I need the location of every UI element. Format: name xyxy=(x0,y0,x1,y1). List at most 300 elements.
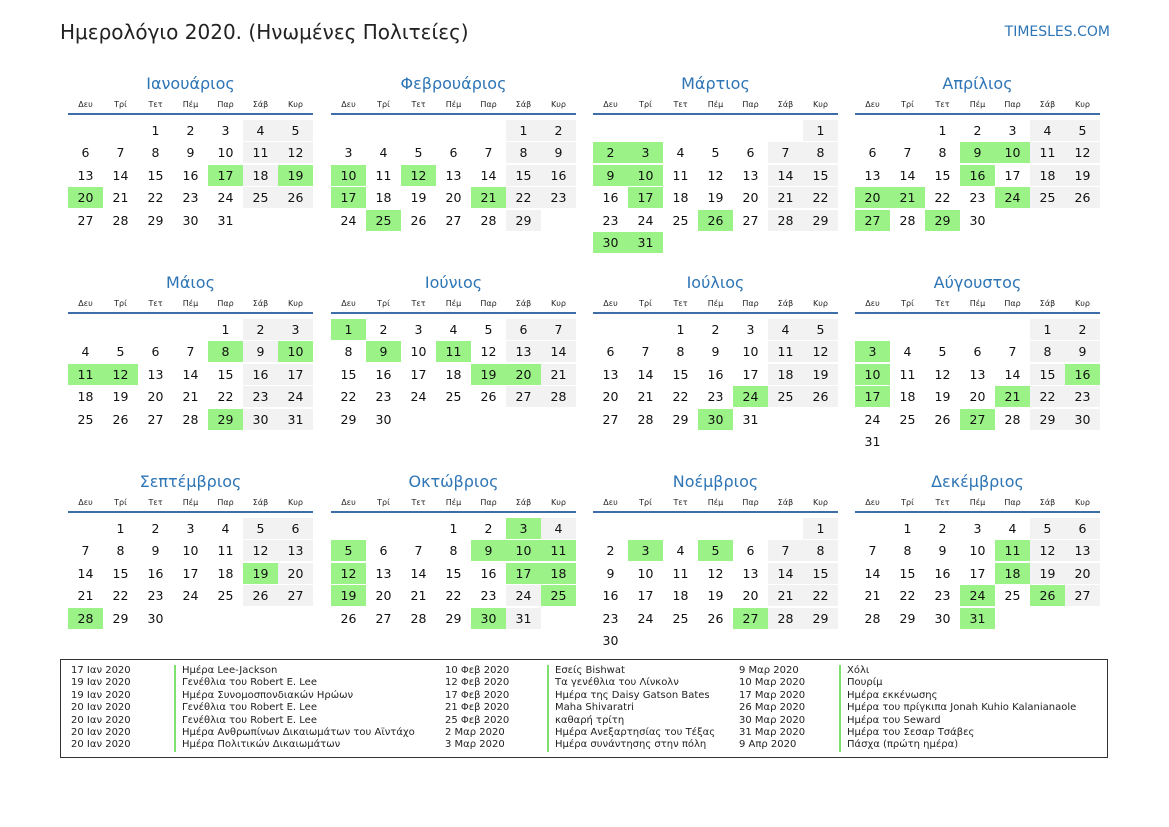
holiday-day-cell: 24 xyxy=(995,187,1030,208)
day-cell: 22 xyxy=(506,187,541,208)
weekday-label: Παρ xyxy=(217,498,234,507)
day-cell: 7 xyxy=(116,145,125,161)
day-cell: 22 xyxy=(803,187,838,208)
day-cell: 5 xyxy=(1065,120,1100,141)
holiday-name: καθαρή τρίτη xyxy=(547,715,624,727)
holiday-name: Πάσχα (πρώτη ημέρα) xyxy=(839,739,958,751)
day-cell: 13 xyxy=(278,540,313,561)
day-cell: 7 xyxy=(868,543,877,559)
weekday-label: Δευ xyxy=(865,498,880,507)
day-cell: 12 xyxy=(480,344,497,360)
day-cell: 20 xyxy=(742,588,759,604)
day-cell: 4 xyxy=(768,319,803,340)
day-cell: 3 xyxy=(344,145,353,161)
day-cell: 30 xyxy=(934,610,951,626)
holiday-list xyxy=(60,659,1108,758)
day-cell: 28 xyxy=(480,212,497,228)
day-cell: 1 xyxy=(506,120,541,141)
day-cell: 16 xyxy=(602,588,619,604)
day-cell: 18 xyxy=(672,190,689,206)
holiday-day-cell: 9 xyxy=(960,142,995,163)
day-cell: 22 xyxy=(803,585,838,606)
weekday-label: Τρί xyxy=(901,299,914,308)
month-name: Αύγουστος xyxy=(933,273,1022,292)
weekday-label: Πέμ xyxy=(445,100,462,109)
weekday-label: Δευ xyxy=(603,299,618,308)
day-cell: 29 xyxy=(803,608,838,629)
weekday-label: Πέμ xyxy=(707,498,724,507)
weekday-label: Παρ xyxy=(1004,299,1021,308)
day-cell: 4 xyxy=(243,120,278,141)
holiday-day-cell: 18 xyxy=(541,563,576,584)
day-cell: 4 xyxy=(676,145,685,161)
day-cell: 23 xyxy=(969,190,986,206)
day-cell: 3 xyxy=(973,521,982,536)
weekday-label: Παρ xyxy=(742,100,759,109)
day-cell: 11 xyxy=(672,565,689,581)
month-divider xyxy=(68,312,313,314)
day-cell: 17 xyxy=(410,366,427,382)
day-cell: 16 xyxy=(480,565,497,581)
weekday-label: Παρ xyxy=(480,299,497,308)
weekday-label: Κυρ xyxy=(551,498,566,507)
day-cell: 1 xyxy=(676,322,685,337)
weekday-label: Πέμ xyxy=(969,100,986,109)
day-cell: 12 xyxy=(707,565,724,581)
day-cell: 28 xyxy=(768,608,803,629)
holiday-day-cell: 31 xyxy=(960,608,995,629)
day-cell: 3 xyxy=(1008,123,1017,138)
day-cell: 22 xyxy=(112,588,129,604)
weekday-label: Κυρ xyxy=(551,299,566,308)
weekday-label: Σάβ xyxy=(1039,498,1056,507)
day-cell: 26 xyxy=(934,411,951,427)
weekday-label: Τρί xyxy=(114,498,127,507)
day-cell: 26 xyxy=(707,610,724,626)
day-cell: 27 xyxy=(77,212,94,228)
weekday-label: Παρ xyxy=(1004,498,1021,507)
day-cell: 28 xyxy=(112,212,129,228)
day-cell: 8 xyxy=(506,142,541,163)
weekday-label: Τετ xyxy=(411,498,426,507)
weekday-label: Δευ xyxy=(865,100,880,109)
day-cell: 20 xyxy=(1065,563,1100,584)
day-cell: 16 xyxy=(707,366,724,382)
day-cell: 4 xyxy=(676,543,685,559)
day-cell: 23 xyxy=(480,588,497,604)
day-cell: 28 xyxy=(182,411,199,427)
day-cell: 21 xyxy=(768,585,803,606)
day-cell: 5 xyxy=(116,344,125,360)
holiday-day-cell: 3 xyxy=(506,518,541,539)
day-cell: 26 xyxy=(410,212,427,228)
day-cell: 2 xyxy=(484,521,493,536)
day-cell: 22 xyxy=(147,190,164,206)
weekday-label: Πέμ xyxy=(445,498,462,507)
day-cell: 23 xyxy=(1065,386,1100,407)
day-cell: 6 xyxy=(606,344,615,360)
holiday-day-cell: 30 xyxy=(471,608,506,629)
day-cell: 24 xyxy=(278,386,313,407)
weekday-label: Δευ xyxy=(341,498,356,507)
holiday-name: Ημέρα Πολιτικών Δικαιωμάτων xyxy=(174,739,340,751)
site-link[interactable]: TIMESLES.COM xyxy=(1004,24,1110,40)
day-cell: 8 xyxy=(344,344,353,360)
holiday-day-cell: 12 xyxy=(103,364,138,385)
holiday-day-cell: 24 xyxy=(733,386,768,407)
weekday-label: Τετ xyxy=(935,100,950,109)
day-cell: 9 xyxy=(606,565,615,581)
weekday-label: Παρ xyxy=(742,299,759,308)
day-cell: 26 xyxy=(480,389,497,405)
holiday-day-cell: 5 xyxy=(331,540,366,561)
day-cell: 26 xyxy=(803,386,838,407)
day-cell: 13 xyxy=(864,167,881,183)
weekday-label: Τρί xyxy=(639,100,652,109)
month-name: Δεκέμβριος xyxy=(931,472,1024,491)
day-cell: 30 xyxy=(602,633,619,648)
day-cell: 9 xyxy=(186,145,195,161)
day-cell: 3 xyxy=(746,322,755,337)
day-cell: 11 xyxy=(243,142,278,163)
weekday-label: Πέμ xyxy=(182,498,199,507)
day-cell: 17 xyxy=(1004,167,1021,183)
weekday-label: Σάβ xyxy=(515,299,532,308)
day-cell: 7 xyxy=(186,344,195,360)
weekday-label: Σάβ xyxy=(252,299,269,308)
day-cell: 9 xyxy=(938,543,947,559)
day-cell: 22 xyxy=(672,389,689,405)
weekday-label: Σάβ xyxy=(777,100,794,109)
day-cell: 27 xyxy=(1065,585,1100,606)
weekday-label: Τρί xyxy=(377,100,390,109)
day-cell: 3 xyxy=(186,521,195,536)
day-cell: 11 xyxy=(672,167,689,183)
day-cell: 23 xyxy=(602,610,619,626)
weekday-label: Σάβ xyxy=(1039,100,1056,109)
day-cell: 1 xyxy=(116,521,125,536)
day-cell: 20 xyxy=(375,588,392,604)
month-name: Φεβρουάριος xyxy=(400,74,507,93)
day-cell: 28 xyxy=(637,411,654,427)
day-cell: 21 xyxy=(410,588,427,604)
holiday-day-cell: 12 xyxy=(401,165,436,186)
holiday-name: Ημέρα της Daisy Gatson Bates xyxy=(547,690,710,702)
day-cell: 30 xyxy=(182,212,199,228)
day-cell: 4 xyxy=(541,518,576,539)
day-cell: 15 xyxy=(506,165,541,186)
weekday-label: Πέμ xyxy=(969,498,986,507)
holiday-day-cell: 30 xyxy=(698,409,733,430)
holiday-name: Ημέρα Ανεξαρτησίας του Τέξας xyxy=(547,727,715,739)
weekday-label: Κυρ xyxy=(813,299,828,308)
holiday-name: Τα γενέθλια του Λίνκολν xyxy=(547,677,679,689)
holiday-date: 17 Ιαν 2020 xyxy=(71,665,131,676)
day-cell: 11 xyxy=(1030,142,1065,163)
month-name: Νοέμβριος xyxy=(672,472,759,491)
day-cell: 12 xyxy=(803,341,838,362)
day-cell: 2 xyxy=(938,521,947,536)
day-cell: 25 xyxy=(217,588,234,604)
day-cell: 22 xyxy=(1030,386,1065,407)
month-name: Ιούλιος xyxy=(686,273,745,292)
day-cell: 20 xyxy=(602,389,619,405)
day-cell: 28 xyxy=(1004,411,1021,427)
day-cell: 10 xyxy=(410,344,427,360)
day-cell: 17 xyxy=(742,366,759,382)
holiday-day-cell: 1 xyxy=(331,319,366,340)
weekday-label: Τετ xyxy=(411,100,426,109)
weekday-label: Σάβ xyxy=(777,498,794,507)
day-cell: 1 xyxy=(903,521,912,536)
day-cell: 14 xyxy=(77,565,94,581)
day-cell: 26 xyxy=(1065,187,1100,208)
holiday-day-cell: 28 xyxy=(68,608,103,629)
day-cell: 13 xyxy=(969,366,986,382)
holiday-day-cell: 26 xyxy=(698,210,733,231)
weekday-label: Πέμ xyxy=(182,299,199,308)
weekday-label: Δευ xyxy=(603,498,618,507)
holiday-day-cell: 29 xyxy=(925,210,960,231)
day-cell: 15 xyxy=(217,366,234,382)
month-name: Μάιος xyxy=(166,273,215,292)
day-cell: 1 xyxy=(449,521,458,536)
day-cell: 29 xyxy=(1030,409,1065,430)
day-cell: 15 xyxy=(445,565,462,581)
day-cell: 21 xyxy=(77,588,94,604)
day-cell: 12 xyxy=(278,142,313,163)
weekday-label: Πέμ xyxy=(182,100,199,109)
day-cell: 11 xyxy=(217,543,234,559)
day-cell: 30 xyxy=(147,610,164,626)
day-cell: 14 xyxy=(182,366,199,382)
day-cell: 28 xyxy=(410,610,427,626)
holiday-day-cell: 9 xyxy=(471,540,506,561)
day-cell: 17 xyxy=(969,565,986,581)
month-name: Ιανουάριος xyxy=(146,74,235,93)
day-cell: 7 xyxy=(903,145,912,161)
day-cell: 18 xyxy=(445,366,462,382)
month-divider xyxy=(331,113,576,115)
day-cell: 19 xyxy=(112,389,129,405)
holiday-day-cell: 27 xyxy=(855,210,890,231)
holiday-date: 19 Ιαν 2020 xyxy=(71,677,131,689)
day-cell: 24 xyxy=(864,411,881,427)
day-cell: 11 xyxy=(899,366,916,382)
day-cell: 28 xyxy=(768,210,803,231)
day-cell: 16 xyxy=(541,165,576,186)
day-cell: 31 xyxy=(506,608,541,629)
day-cell: 19 xyxy=(1065,165,1100,186)
day-cell: 9 xyxy=(711,344,720,360)
holiday-date: 12 Φεβ 2020 xyxy=(445,677,510,689)
day-cell: 8 xyxy=(803,142,838,163)
weekday-label: Τετ xyxy=(935,299,950,308)
day-cell: 5 xyxy=(803,319,838,340)
day-cell: 15 xyxy=(112,565,129,581)
day-cell: 18 xyxy=(375,190,392,206)
day-cell: 21 xyxy=(864,588,881,604)
month-divider xyxy=(593,113,838,115)
day-cell: 14 xyxy=(899,167,916,183)
weekday-label: Σάβ xyxy=(515,100,532,109)
holiday-day-cell: 21 xyxy=(995,386,1030,407)
holiday-name: Εσείς Bishwat xyxy=(547,665,625,677)
holiday-date: 10 Φεβ 2020 xyxy=(445,665,510,676)
day-cell: 25 xyxy=(1004,588,1021,604)
day-cell: 14 xyxy=(768,563,803,584)
day-cell: 23 xyxy=(934,588,951,604)
weekday-label: Τετ xyxy=(148,100,163,109)
day-cell: 27 xyxy=(506,386,541,407)
holiday-day-cell: 16 xyxy=(960,165,995,186)
month-name: Μάρτιος xyxy=(681,74,750,93)
day-cell: 26 xyxy=(340,610,357,626)
holiday-name: Ημέρα του Σεσαρ Τσάβες xyxy=(839,727,974,739)
day-cell: 19 xyxy=(707,190,724,206)
day-cell: 18 xyxy=(672,588,689,604)
weekday-label: Σάβ xyxy=(252,498,269,507)
day-cell: 24 xyxy=(340,212,357,228)
day-cell: 17 xyxy=(278,364,313,385)
day-cell: 8 xyxy=(803,540,838,561)
day-cell: 2 xyxy=(1065,319,1100,340)
day-cell: 14 xyxy=(1004,366,1021,382)
holiday-day-cell: 9 xyxy=(593,165,628,186)
day-cell: 26 xyxy=(243,585,278,606)
weekday-label: Παρ xyxy=(742,498,759,507)
holiday-day-cell: 21 xyxy=(890,187,925,208)
weekday-label: Τρί xyxy=(377,299,390,308)
day-cell: 16 xyxy=(602,190,619,206)
weekday-label: Παρ xyxy=(217,100,234,109)
day-cell: 6 xyxy=(746,145,755,161)
month-divider xyxy=(331,312,576,314)
holiday-day-cell: 24 xyxy=(960,585,995,606)
holiday-day-cell: 9 xyxy=(366,341,401,362)
weekday-label: Τετ xyxy=(148,299,163,308)
holiday-day-cell: 3 xyxy=(628,540,663,561)
weekday-label: Σάβ xyxy=(1039,299,1056,308)
day-cell: 28 xyxy=(899,212,916,228)
holiday-name: Ημέρα Συνομοσπονδιακών Ηρώων xyxy=(174,690,353,702)
holiday-day-cell: 31 xyxy=(628,232,663,253)
day-cell: 3 xyxy=(414,322,423,337)
month-name: Οκτώβριος xyxy=(408,472,499,491)
weekday-label: Κυρ xyxy=(288,100,303,109)
day-cell: 16 xyxy=(182,167,199,183)
day-cell: 28 xyxy=(864,610,881,626)
day-cell: 31 xyxy=(742,411,759,427)
day-cell: 8 xyxy=(676,344,685,360)
holiday-date: 30 Μαρ 2020 xyxy=(739,714,806,726)
month-divider xyxy=(68,113,313,115)
holiday-date: 20 Ιαν 2020 xyxy=(71,714,131,726)
day-cell: 21 xyxy=(541,364,576,385)
day-cell: 27 xyxy=(375,610,392,626)
holiday-name: Ημέρα του Seward xyxy=(839,715,941,727)
day-cell: 31 xyxy=(217,212,234,228)
day-cell: 13 xyxy=(77,167,94,183)
month-name: Απρίλιος xyxy=(942,74,1013,93)
day-cell: 29 xyxy=(112,610,129,626)
day-cell: 10 xyxy=(969,543,986,559)
month-name: Σεπτέμβριος xyxy=(139,472,242,491)
day-cell: 15 xyxy=(899,565,916,581)
day-cell: 12 xyxy=(243,540,278,561)
month-divider xyxy=(593,511,838,513)
day-cell: 21 xyxy=(637,389,654,405)
weekday-label: Τρί xyxy=(639,299,652,308)
weekday-label: Τετ xyxy=(411,299,426,308)
holiday-name: Γενέθλια του Robert E. Lee xyxy=(174,677,317,689)
day-cell: 16 xyxy=(934,565,951,581)
day-cell: 9 xyxy=(1065,341,1100,362)
holiday-date: 21 Φεβ 2020 xyxy=(445,702,510,714)
holiday-name: Ημέρα εκκένωσης xyxy=(839,690,938,702)
holiday-date: 25 Φεβ 2020 xyxy=(445,714,510,726)
day-cell: 7 xyxy=(1008,344,1017,360)
holiday-day-cell: 25 xyxy=(541,585,576,606)
weekday-label: Σάβ xyxy=(252,100,269,109)
day-cell: 2 xyxy=(711,322,720,337)
holiday-date: 31 Μαρ 2020 xyxy=(739,727,806,738)
holiday-day-cell: 19 xyxy=(243,563,278,584)
holiday-day-cell: 5 xyxy=(698,540,733,561)
day-cell: 10 xyxy=(217,145,234,161)
day-cell: 14 xyxy=(864,565,881,581)
holiday-name: Πουρίμ xyxy=(839,677,883,689)
holiday-day-cell: 2 xyxy=(593,142,628,163)
holiday-day-cell: 10 xyxy=(278,341,313,362)
day-cell: 27 xyxy=(278,585,313,606)
day-cell: 29 xyxy=(899,610,916,626)
day-cell: 22 xyxy=(217,389,234,405)
day-cell: 18 xyxy=(217,565,234,581)
day-cell: 25 xyxy=(672,610,689,626)
day-cell: 21 xyxy=(112,190,129,206)
day-cell: 10 xyxy=(637,565,654,581)
day-cell: 31 xyxy=(864,434,881,449)
day-cell: 11 xyxy=(768,341,803,362)
day-cell: 4 xyxy=(81,344,90,360)
weekday-label: Σάβ xyxy=(515,498,532,507)
day-cell: 12 xyxy=(1065,142,1100,163)
day-cell: 13 xyxy=(742,565,759,581)
day-cell: 14 xyxy=(768,165,803,186)
day-cell: 9 xyxy=(151,543,160,559)
day-cell: 22 xyxy=(445,588,462,604)
day-cell: 14 xyxy=(480,167,497,183)
weekday-label: Τρί xyxy=(901,498,914,507)
holiday-name: Maha Shivaratri xyxy=(547,702,634,714)
day-cell: 24 xyxy=(217,190,234,206)
day-cell: 21 xyxy=(768,187,803,208)
day-cell: 12 xyxy=(1030,540,1065,561)
day-cell: 11 xyxy=(375,167,392,183)
holiday-name: Ημέρα του πρίγκιπα Jonah Kuhio Kalanianaole xyxy=(839,702,1076,714)
day-cell: 2 xyxy=(243,319,278,340)
weekday-label: Κυρ xyxy=(551,100,566,109)
day-cell: 5 xyxy=(711,145,720,161)
day-cell: 13 xyxy=(147,366,164,382)
weekday-label: Τετ xyxy=(673,299,688,308)
holiday-day-cell: 10 xyxy=(506,540,541,561)
day-cell: 29 xyxy=(340,411,357,427)
day-cell: 26 xyxy=(278,187,313,208)
day-cell: 21 xyxy=(182,389,199,405)
weekday-label: Τρί xyxy=(639,498,652,507)
